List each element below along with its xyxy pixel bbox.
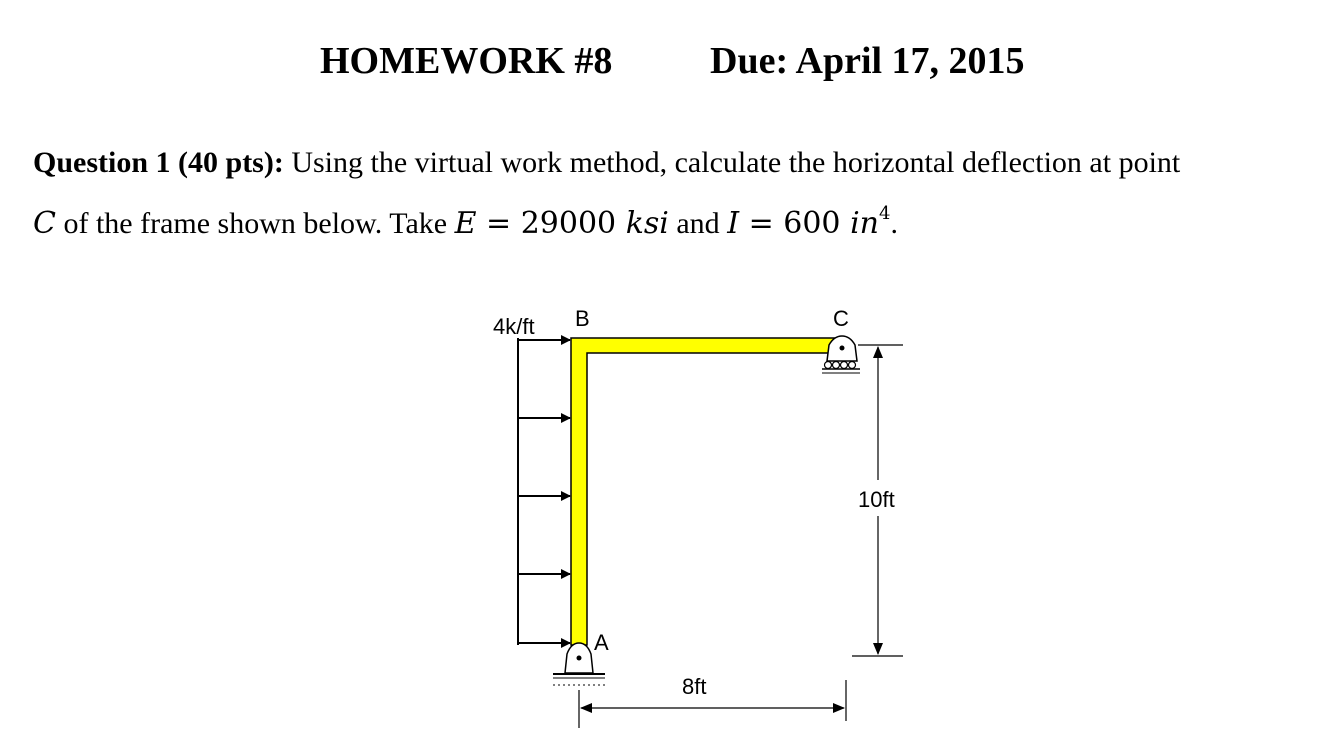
question-text-2: of the frame shown below. Take <box>55 207 455 240</box>
e-symbol: E <box>454 206 477 241</box>
point-c-symbol: C <box>33 206 56 241</box>
node-c-label: C <box>833 306 849 331</box>
e-value: = 29000 <box>476 206 626 241</box>
question-text-1: Using the virtual work method, calculate the horizontal deflection at point <box>283 146 1181 179</box>
question-label: Question 1 (40 pts): <box>33 146 284 179</box>
load-arrows <box>518 340 570 643</box>
i-unit: in <box>850 206 879 241</box>
end-period: . <box>890 207 898 240</box>
width-label: 8ft <box>682 674 707 699</box>
i-symbol: I <box>727 206 740 241</box>
e-unit: ksi <box>625 206 669 241</box>
height-label: 10ft <box>858 487 895 512</box>
i-value: = 600 <box>739 206 851 241</box>
load-label: 4k/ft <box>493 314 535 339</box>
frame-member <box>571 338 840 645</box>
due-date: Due: April 17, 2015 <box>710 40 1025 82</box>
homework-title: HOMEWORK #8 <box>320 40 613 82</box>
node-b-label: B <box>575 306 590 331</box>
width-dimension <box>579 680 846 728</box>
node-a-label: A <box>594 630 609 655</box>
and-text: and <box>668 207 728 240</box>
i-exponent: 4 <box>878 203 891 224</box>
